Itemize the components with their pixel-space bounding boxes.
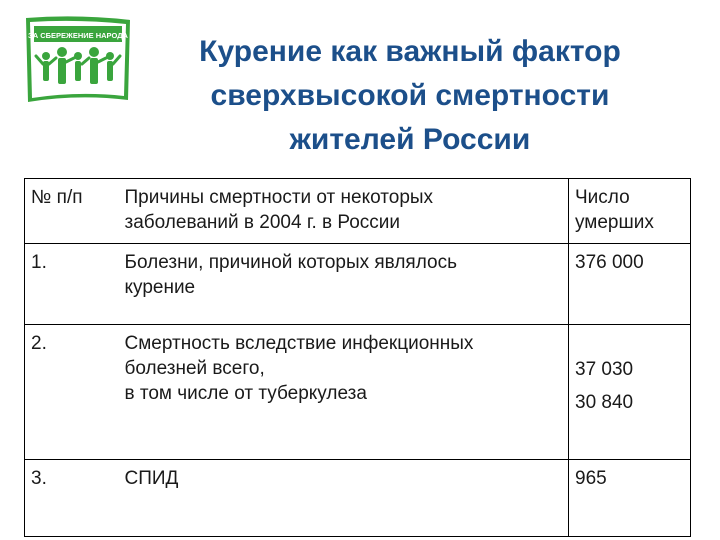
- row-count: 37 030 30 840: [569, 325, 691, 460]
- title-line: Курение как важный фактор: [199, 35, 621, 68]
- title-line: жителей России: [289, 123, 531, 156]
- header-cause: Причины смертности от некоторых заболеваний в 2004 г. в России: [119, 179, 569, 244]
- logo-text: ЗА СБЕРЕЖЕНИЕ НАРОДА: [28, 31, 128, 40]
- people-family-logo-icon: [22, 14, 134, 106]
- table-row: [25, 460, 691, 537]
- table-row: [25, 325, 691, 460]
- page-title: [150, 30, 670, 162]
- row-num: 2.: [25, 325, 119, 460]
- header-count: Число умерших: [569, 179, 691, 244]
- row-num: 1.: [25, 244, 119, 325]
- row-num: 3.: [25, 460, 119, 537]
- table-row: [25, 244, 691, 325]
- title-line: сверхвысокой смертности: [210, 79, 610, 112]
- row-cause: Смертность вследствие инфекционных болезней всего, в том числе от туберкулеза: [119, 325, 569, 460]
- table-header-row: [25, 179, 691, 244]
- logo: [22, 14, 134, 106]
- row-count: 965: [569, 460, 691, 537]
- header-num: № п/п: [25, 179, 119, 244]
- row-cause: СПИД: [119, 460, 569, 537]
- row-cause: Болезни, причиной которых являлось курение: [119, 244, 569, 325]
- row-count: 376 000: [569, 244, 691, 325]
- mortality-table: [24, 178, 691, 537]
